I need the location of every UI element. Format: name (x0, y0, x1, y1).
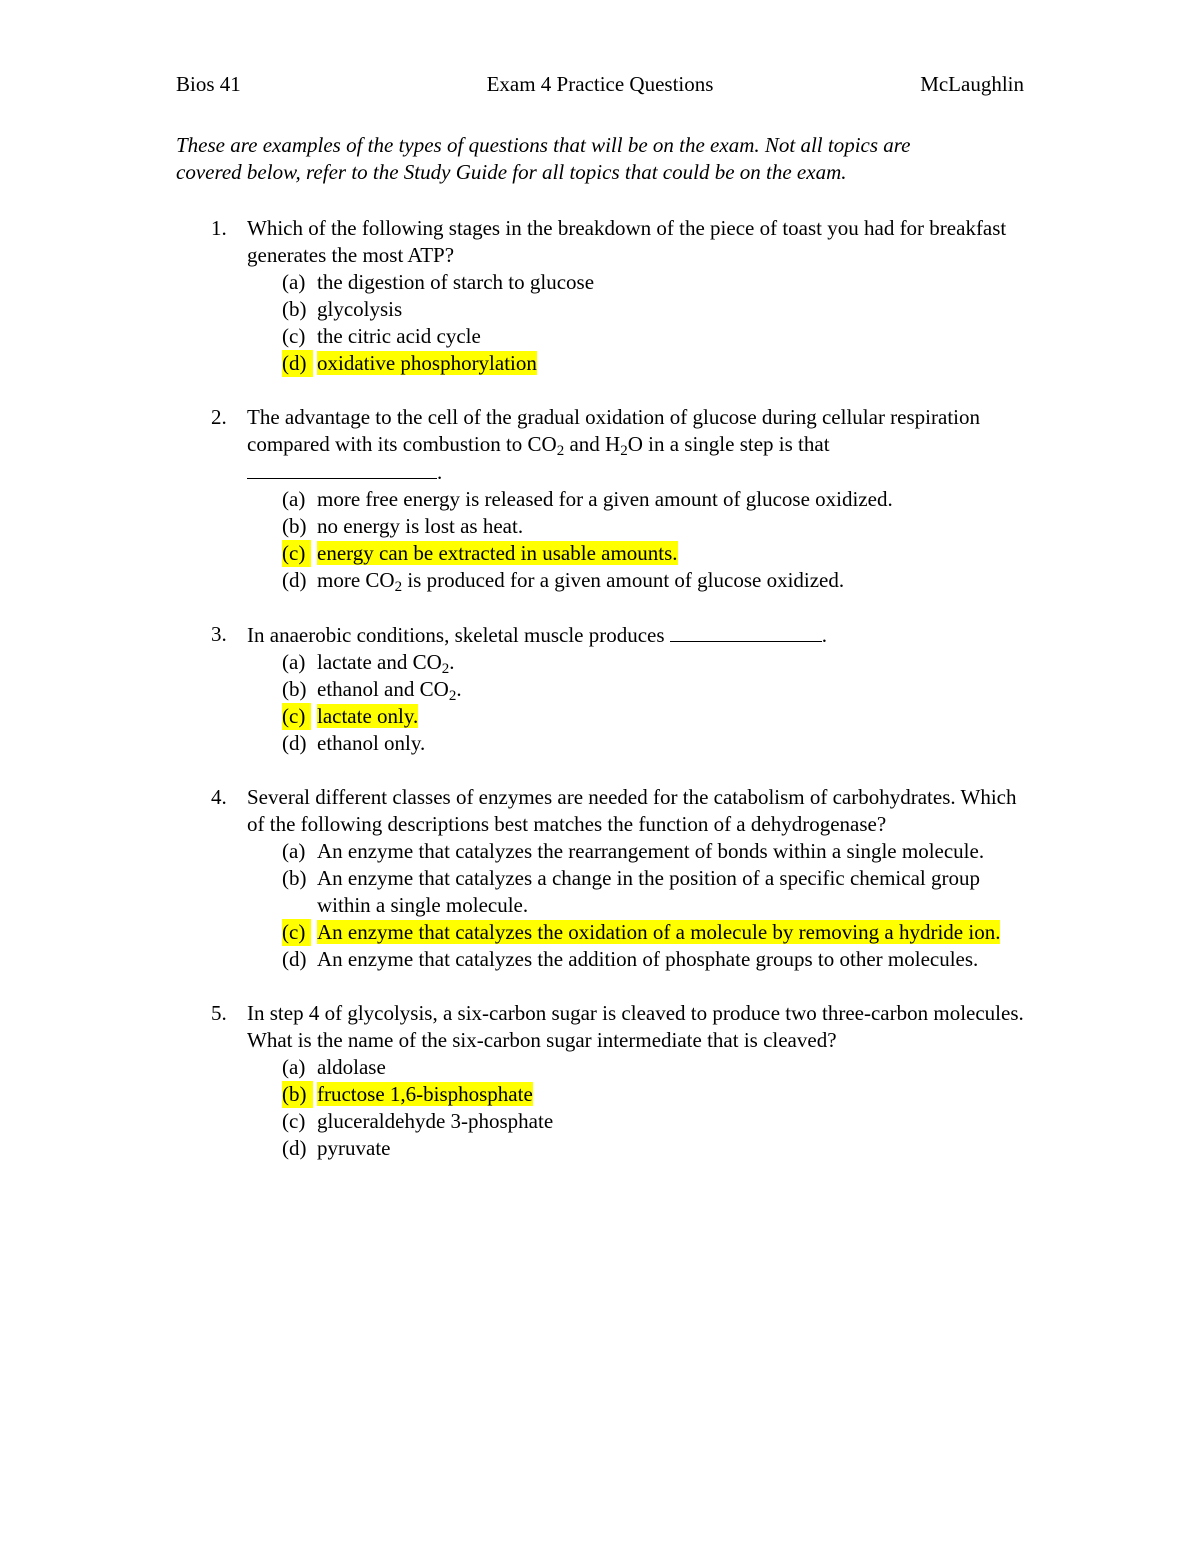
option-text: the digestion of starch to glucose (317, 270, 595, 294)
stem-text: . (821, 623, 828, 647)
option-letter: (c) (282, 703, 311, 730)
question-number: 1. (211, 216, 227, 240)
question-stem: Which of the following stages in the breakdown of the piece of toast you had for breakfast generates the most ATP? (247, 216, 1007, 267)
option-text-highlighted: An enzyme that catalyzes the oxidation of a molecule by removing a hydride ion. (317, 920, 1001, 944)
option-letter: (d) (282, 568, 307, 592)
option-text-part: more CO (317, 568, 395, 592)
option-b (282, 865, 1027, 919)
question-4 (0, 784, 1200, 973)
option-text (317, 650, 455, 677)
option-d (282, 567, 1027, 594)
option-letter: (a) (282, 839, 306, 863)
option-list (0, 649, 1200, 757)
page-header (176, 71, 1024, 99)
option-text: An enzyme that catalyzes the rearrangement of bonds within a single molecule. (317, 839, 985, 863)
option-text: more free energy is released for a given amount of glucose oxidized. (317, 487, 893, 511)
option-text: An enzyme that catalyzes the addition of phosphate groups to other molecules. (317, 947, 979, 971)
option-c (282, 323, 1027, 350)
subscript: 2 (441, 661, 450, 677)
option-text: glycolysis (317, 297, 403, 321)
intro-note (176, 132, 1024, 186)
option-letter: (c) (282, 1109, 306, 1133)
option-text: An enzyme that catalyzes a change in the position of a specific chemical group within a single molecule. (317, 866, 980, 917)
question-2 (0, 404, 1200, 594)
option-letter: (c) (282, 540, 311, 567)
option-b (282, 676, 1027, 703)
option-text: ethanol only. (317, 731, 426, 755)
question-number: 5. (211, 1001, 227, 1025)
option-list (0, 269, 1200, 377)
option-b-correct (282, 1081, 1027, 1108)
option-letter: (d) (282, 1136, 307, 1160)
option-letter: (d) (282, 731, 307, 755)
option-text (317, 677, 462, 704)
option-list (0, 838, 1200, 973)
option-text-part: . (456, 677, 462, 701)
header-title: Exam 4 Practice Questions (486, 72, 714, 96)
header-course: Bios 41 (176, 72, 241, 96)
option-list (0, 1054, 1200, 1162)
question-number: 2. (211, 405, 227, 429)
stem-text: and H (564, 432, 621, 456)
option-letter: (a) (282, 650, 306, 674)
option-a (282, 269, 1027, 296)
option-c-correct (282, 540, 1027, 567)
option-text-part: lactate and CO (317, 650, 442, 674)
stem-text: . (437, 460, 443, 484)
option-text: no energy is lost as heat. (317, 514, 524, 538)
option-a (282, 486, 1027, 513)
option-text-highlighted: oxidative phosphorylation (317, 351, 537, 375)
option-letter: (b) (282, 866, 307, 890)
question-stem (247, 621, 1027, 649)
answer-blank (247, 458, 437, 479)
option-letter: (c) (282, 324, 306, 348)
option-text: pyruvate (317, 1136, 391, 1160)
option-d-correct (282, 350, 1027, 377)
question-list (0, 215, 1200, 1189)
option-text: aldolase (317, 1055, 386, 1079)
question-number: 4. (211, 785, 227, 809)
option-letter: (c) (282, 919, 311, 946)
option-text-part: is produced for a given amount of glucose oxidized. (402, 568, 845, 592)
intro-line-1: These are examples of the types of questions that will be on the exam. Not all topics are (176, 133, 911, 157)
option-a (282, 838, 1027, 865)
option-text: the citric acid cycle (317, 324, 481, 348)
option-c-correct (282, 703, 1027, 730)
option-letter: (a) (282, 270, 306, 294)
subscript: 2 (448, 688, 457, 704)
option-text-highlighted: energy can be extracted in usable amounts. (317, 541, 678, 565)
option-letter: (a) (282, 487, 306, 511)
subscript: 2 (394, 579, 403, 595)
option-b (282, 296, 1027, 323)
option-d (282, 946, 1027, 973)
option-list (0, 486, 1200, 594)
question-3 (0, 621, 1200, 757)
option-letter: (b) (282, 297, 307, 321)
answer-blank (670, 621, 822, 642)
option-b (282, 513, 1027, 540)
question-stem: In step 4 of glycolysis, a six-carbon sugar is cleaved to produce two three-carbon molecules. What is the name of the six-carbon sugar intermediate that is cleaved? (247, 1001, 1024, 1052)
option-letter: (b) (282, 677, 307, 701)
option-c-correct (282, 919, 1027, 946)
stem-text: The advantage to the cell of the gradual oxidation of glucose during cellular respiration compared with its combustion to CO (247, 405, 980, 456)
option-a (282, 649, 1027, 676)
option-letter: (b) (282, 514, 307, 538)
subscript: 2 (556, 443, 565, 459)
option-text: gluceraldehyde 3-phosphate (317, 1109, 554, 1133)
option-d (282, 1135, 1027, 1162)
option-text (317, 568, 845, 595)
option-a (282, 1054, 1027, 1081)
option-text-highlighted: fructose 1,6-bisphosphate (317, 1082, 533, 1106)
option-text-highlighted: lactate only. (317, 704, 419, 728)
intro-line-2: covered below, refer to the Study Guide for all topics that could be on the exam. (176, 160, 847, 184)
option-letter: (a) (282, 1055, 306, 1079)
question-stem: Several different classes of enzymes are needed for the catabolism of carbohydrates. Which of the following descriptions best matches the function of a dehydrogenase? (247, 785, 1017, 836)
option-letter: (b) (282, 1081, 313, 1108)
question-1 (0, 215, 1200, 377)
option-d (282, 730, 1027, 757)
stem-text: O in a single step is that (627, 432, 830, 456)
subscript: 2 (620, 443, 628, 459)
question-number: 3. (211, 622, 227, 646)
question-5 (0, 1000, 1200, 1162)
option-letter: (d) (282, 350, 313, 377)
option-letter: (d) (282, 947, 307, 971)
option-text-part: ethanol and CO (317, 677, 449, 701)
stem-text: In anaerobic conditions, skeletal muscle produces (247, 623, 665, 647)
option-text-part: . (449, 650, 455, 674)
option-c (282, 1108, 1027, 1135)
header-instructor: McLaughlin (920, 72, 1024, 96)
question-stem (247, 404, 1027, 486)
